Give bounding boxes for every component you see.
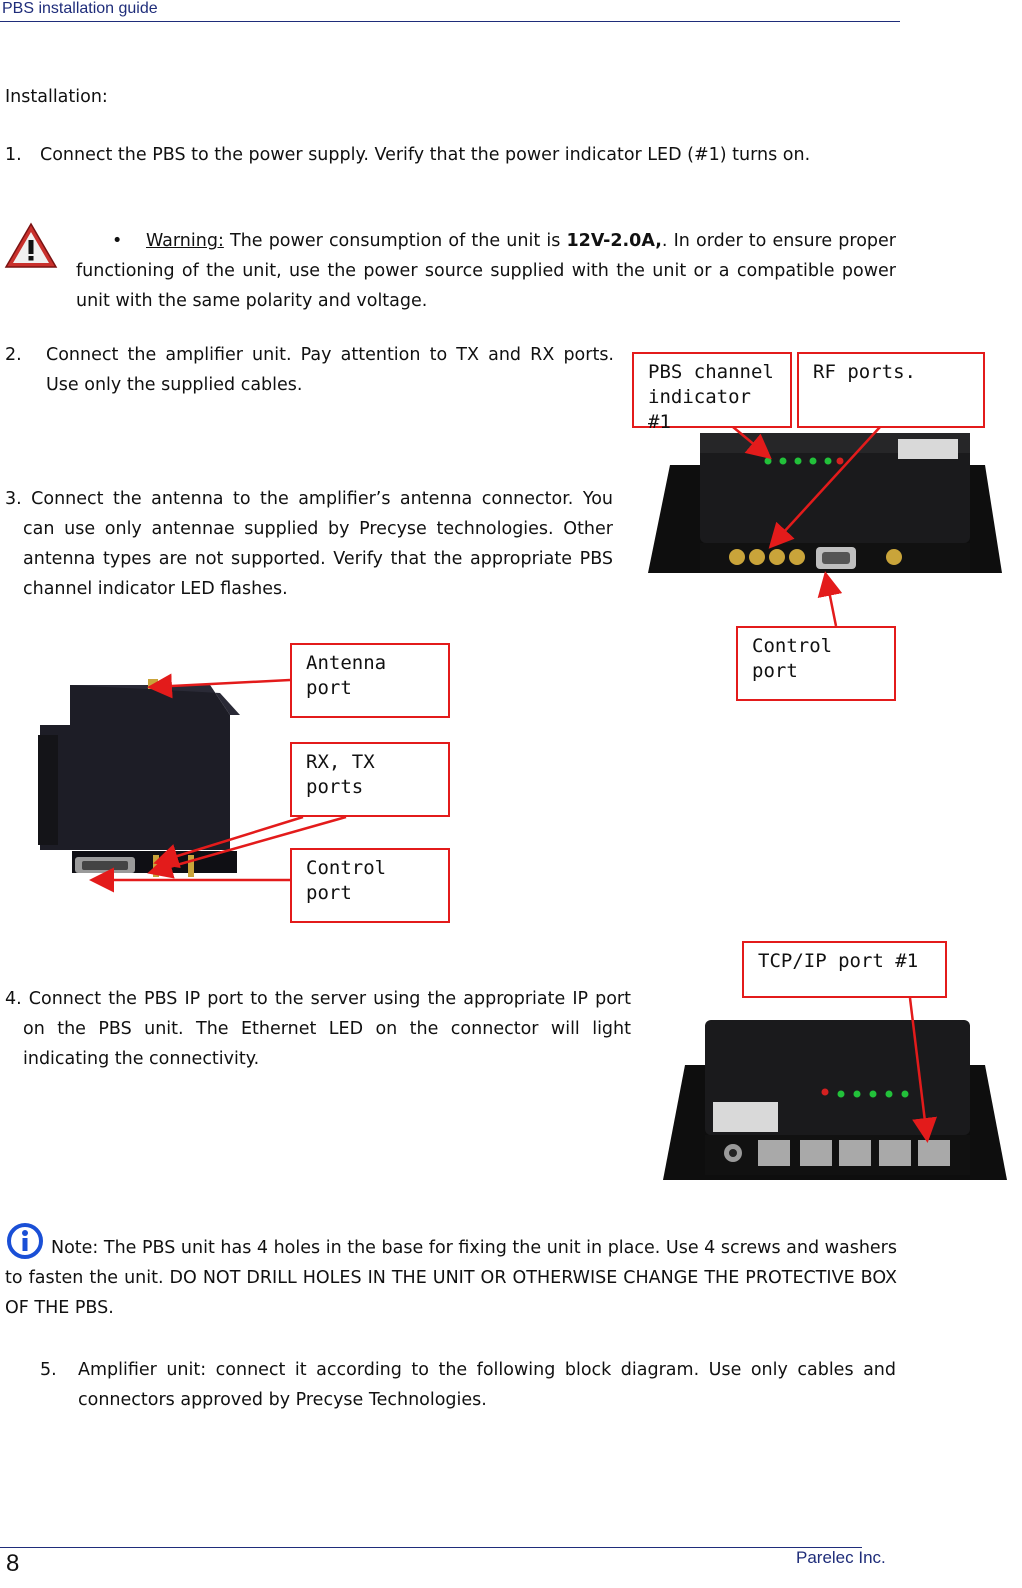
step2-text: Connect the amplifier unit. Pay attention to TX and RX ports. Use only the supplied cables. <box>46 345 614 395</box>
step1-text: Connect the PBS to the power supply. Verify that the power indicator LED (#1) turns on. <box>40 145 811 165</box>
arrow-rx-port <box>158 817 303 862</box>
arrow-pbs-channel <box>733 427 768 456</box>
callout-control-port-bottom: Control port <box>290 848 450 923</box>
callout-rx-tx-ports: RX, TX ports <box>290 742 450 817</box>
note-text: Note: The PBS unit has 4 holes in the base for fixing the unit in place. Use 4 screws and washers to fasten the unit. DO NOT DRILL HOLES IN THE UNIT OR OTHERWISE CHANGE THE PROTECTIVE BOX OF THE PBS. <box>5 1238 897 1318</box>
warning-label: Warning: <box>146 231 224 251</box>
step5-number: 5. <box>40 1360 57 1380</box>
callout-tcpip-port: TCP/IP port #1 <box>742 941 947 998</box>
section-title: Installation: <box>5 87 108 107</box>
step4-text: 4. Connect the PBS IP port to the server using the appropriate IP port on the PBS unit. The Ethernet LED on the connector will light indicating the connectivity. <box>5 989 631 1069</box>
warning-text-after: . In order to ensure proper functioning of the unit, use the power source supplied with the unit or a compatible power unit with the same polarity and voltage. <box>76 231 897 311</box>
step5-text: Amplifier unit: connect it according to the following block diagram. Use only cables and connectors approved by Precyse Technologies. <box>78 1360 896 1410</box>
step1-number: 1. <box>5 145 22 165</box>
page-header-title: PBS installation guide <box>2 0 158 17</box>
arrow-rf-ports <box>772 427 880 545</box>
page-number: 8 <box>6 1550 20 1577</box>
callout-control-port-top: Control port <box>736 626 896 701</box>
arrow-antenna-port <box>152 680 290 687</box>
arrow-tx-port <box>152 817 346 872</box>
callout-pbs-channel-indicator: PBS channel indicator #1 <box>632 352 792 428</box>
step3-text: 3. Connect the antenna to the amplifier’s antenna connector. You can use only antennae supplied by Precyse technologies. Other antenna types are not supported. Verify that the appropriate PBS channel indicator LED flashes. <box>5 489 613 599</box>
footer-divider <box>0 1547 862 1548</box>
step2-number: 2. <box>5 345 22 365</box>
warning-text-before: The power consumption of the unit is <box>223 231 567 251</box>
warning-bold-value: 12V-2.0A, <box>566 231 662 251</box>
footer-company: Parelec Inc. <box>796 1548 886 1567</box>
arrow-tcpip-port <box>910 998 927 1138</box>
arrow-control-port-top <box>826 576 836 626</box>
warning-bullet: • <box>112 231 123 251</box>
callout-antenna-port: Antenna port <box>290 643 450 718</box>
callout-rf-ports: RF ports. <box>797 352 985 428</box>
